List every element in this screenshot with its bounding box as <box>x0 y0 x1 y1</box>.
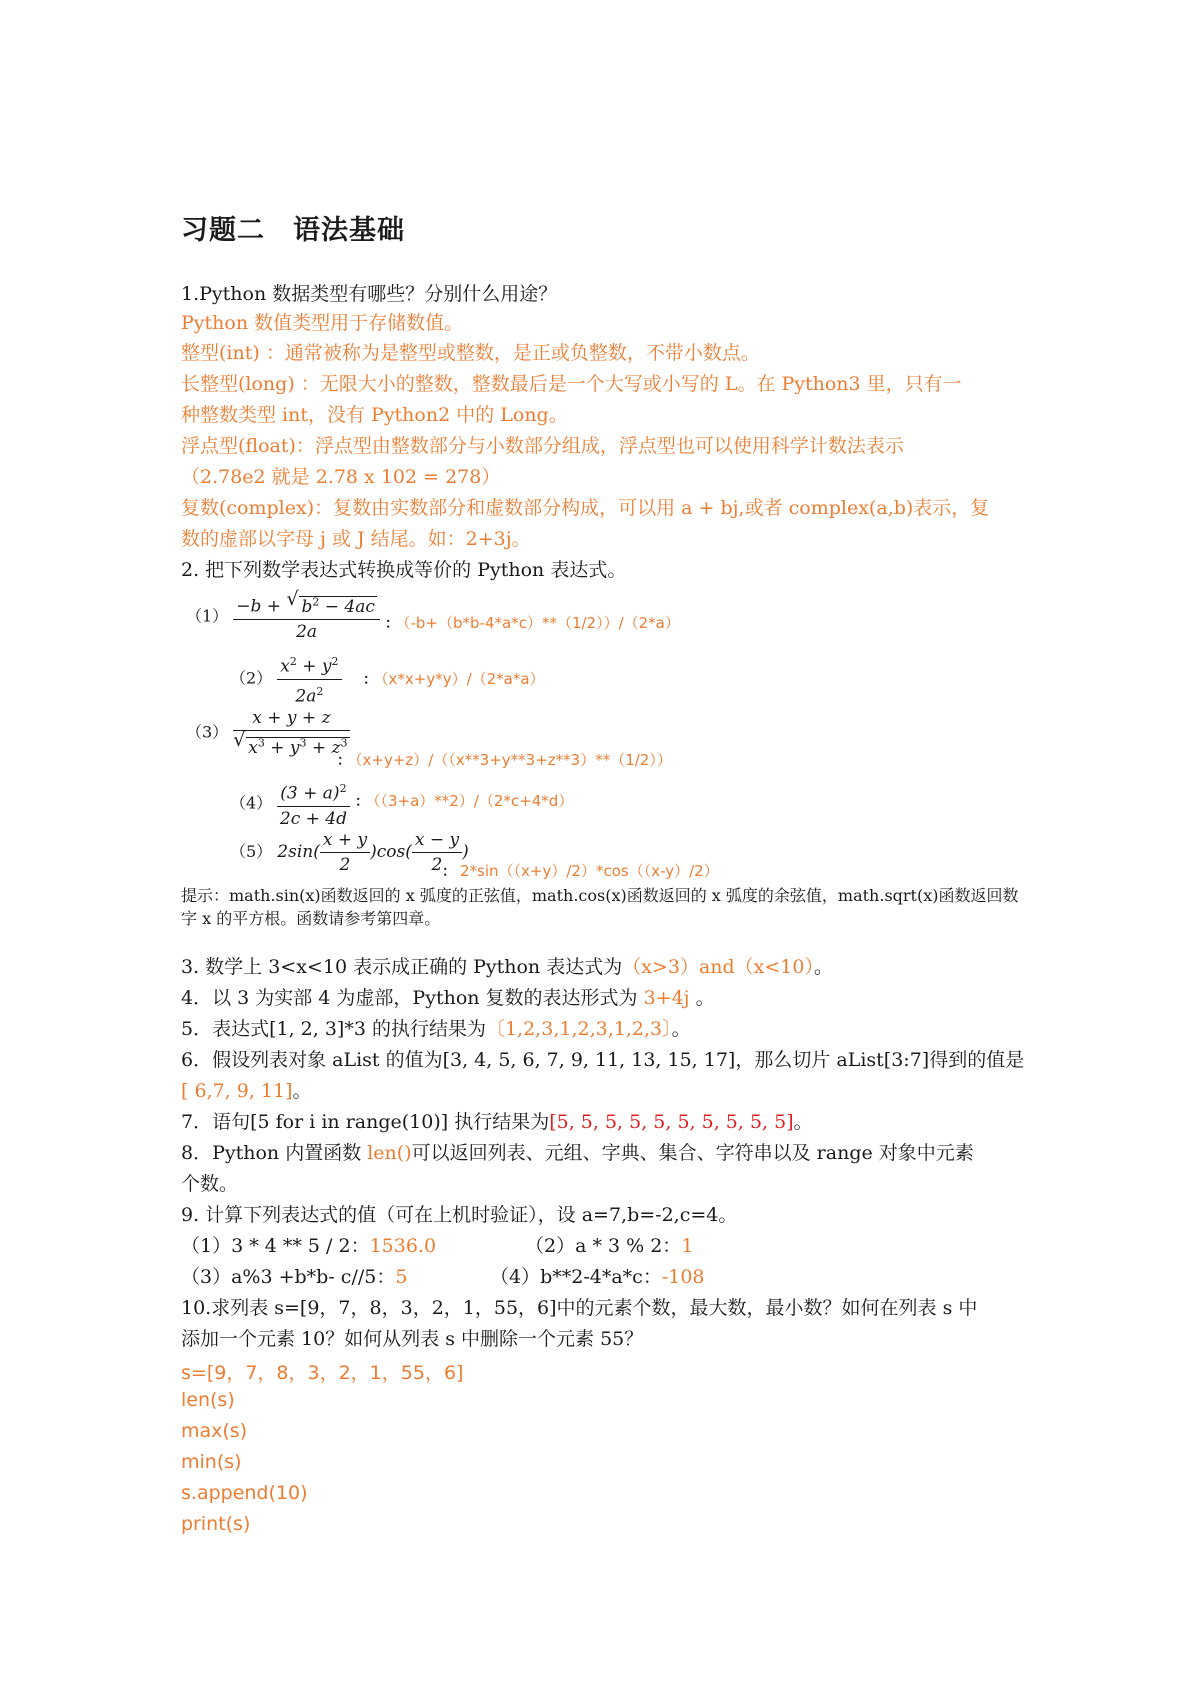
q1-answer-line-5: 浮点型(float)：浮点型由整数部分与小数部分组成，浮点型也可以使用科学计数法表示 <box>181 435 904 457</box>
q10-question-line-2: 添加一个元素 10？如何从列表 s 中删除一个元素 55？ <box>181 1328 644 1350</box>
q4-line: 4．以 3 为实部 4 为虚部，Python 复数的表达形式为 3+4j 。 <box>181 987 715 1009</box>
q4-answer: 3+4j <box>643 987 690 1009</box>
q1-answer-line-3: 长整型(long) ：无限大小的整数，整数最后是一个大写或小写的 L。在 Python3 里，只有一 <box>181 373 962 395</box>
q3-line: 3. 数学上 3<x<10 表示成正确的 Python 表达式为（x>3）and（x<10）。 <box>181 956 833 978</box>
expr-2-answer: （x*x+y*y）/（2*a*a） <box>381 670 545 688</box>
expr-1-answer-row: ： （-b+（b*b-4*a*c）**（1/2））/（2*a） <box>385 614 680 632</box>
q9-part-4: （4）b**2-4*a*c：-108 <box>490 1266 705 1288</box>
expr-4-answer: （（3+a）**2）/（2*c+4*d） <box>373 792 574 810</box>
q9-part-2-answer: 1 <box>681 1235 694 1257</box>
expr-1-answer: （-b+（b*b-4*a*c）**（1/2））/（2*a） <box>403 614 680 632</box>
q1-answer-line-1: Python 数值类型用于存储数值。 <box>181 312 464 334</box>
q8-answer: len() <box>367 1142 412 1164</box>
q8-line: 8．Python 内置函数 len()可以返回列表、元组、字典、集合、字符串以及 range 对象中元素 <box>181 1142 974 1164</box>
q9-part-3-answer: 5 <box>395 1266 408 1288</box>
q2-question: 2. 把下列数学表达式转换成等价的 Python 表达式。 <box>181 559 627 581</box>
q9-part-1: （1）3 * 4 ** 5 / 2：1536.0 <box>181 1235 437 1257</box>
q10-code-line-4: min(s) <box>181 1451 242 1473</box>
expr-4-answer-row: ： （（3+a）**2）/（2*c+4*d） <box>355 792 574 810</box>
q1-answer-line-2: 整型(int) ：通常被称为是整型或整数，是正或负整数，不带小数点。 <box>181 342 760 364</box>
q8-line-2: 个数。 <box>181 1173 239 1195</box>
expr-3 <box>186 706 350 760</box>
expr-1 <box>186 590 380 644</box>
page-title: 习题二 语法基础 <box>181 215 405 246</box>
q10-code-line-2: len(s) <box>181 1389 235 1411</box>
expr-2-formula: $\frac{x^2 + y^2}{2a^2}$ <box>277 650 341 708</box>
q10-question-line-1: 10.求列表 s=[9，7，8，3，2，1，55，6]中的元素个数，最大数，最小数？如何在列表 s 中 <box>181 1297 978 1319</box>
expr-5 <box>230 828 469 877</box>
expr-2-label: （2） <box>230 668 273 688</box>
expr-5-answer-row: ： 2*sin（（x+y）/2）*cos（（x-y）/2） <box>442 862 719 880</box>
q9-part-2: （2）a * 3 % 2：1 <box>525 1235 694 1257</box>
q10-code-line-6: print(s) <box>181 1513 251 1535</box>
q6-line: 6．假设列表对象 aList 的值为[3, 4, 5, 6, 7, 9, 11, 13, 15, 17]，那么切片 aList[3:7]得到的值是 <box>181 1049 1025 1071</box>
q9-part-1-answer: 1536.0 <box>369 1235 437 1257</box>
q9-question: 9. 计算下列表达式的值（可在上机时验证），设 a=7,b=-2,c=4。 <box>181 1204 738 1226</box>
q1-question: 1.Python 数据类型有哪些？分别什么用途？ <box>181 283 558 305</box>
q7-answer: [5, 5, 5, 5, 5, 5, 5, 5, 5, 5] <box>549 1111 794 1133</box>
expr-4-formula: $\frac{(3 + a)^2}{2c + 4d}$ <box>277 777 349 831</box>
expr-3-formula: x + y + z √ $x^3 + y^3 + z^3$ <box>233 708 348 758</box>
expr-5-answer: 2*sin（（x+y）/2）*cos（（x-y）/2） <box>460 862 719 880</box>
expr-5-formula: 2sin( $\frac{x + y}{2}$ )cos( $\frac{x - y}{2}$ ) <box>277 830 469 875</box>
q9-part-4-answer: -108 <box>661 1266 705 1288</box>
q2-hint: 提示：math.sin(x)函数返回的 x 弧度的正弦值，math.cos(x)函数返回的 x 弧度的余弦值，math.sqrt(x)函数返回数字 x 的平方根。函数请参考第四章。 <box>181 886 1019 928</box>
q7-line: 7．语句[5 for i in range(10)] 执行结果为[5, 5, 5, 5, 5, 5, 5, 5, 5, 5]。 <box>181 1111 813 1133</box>
expr-4-label: （4） <box>230 793 273 813</box>
q1-answer-line-8: 数的虚部以字母 j 或 J 结尾。如：2+3j。 <box>181 528 531 550</box>
expr-3-answer: （x+y+z）/（（x**3+y**3+z**3）**（1/2）） <box>355 751 672 769</box>
expr-5-label: （5） <box>230 842 273 861</box>
q5-line: 5．表达式[1, 2, 3]*3 的执行结果为〔1,2,3,1,2,3,1,2,3〕。 <box>181 1018 691 1040</box>
expr-4 <box>230 777 350 831</box>
expr-3-label: （3） <box>186 722 229 742</box>
expr-2-answer-row: ： （x*x+y*y）/（2*a*a） <box>363 670 545 688</box>
q3-answer: （x>3）and（x<10） <box>622 956 814 978</box>
q5-answer: 〔1,2,3,1,2,3,1,2,3〕 <box>485 1018 672 1040</box>
q10-code-line-1: s=[9，7，8，3，2，1，55，6] <box>181 1362 464 1384</box>
q1-answer-line-7: 复数(complex)：复数由实数部分和虚数部分构成，可以用 a + bj,或者 complex(a,b)表示，复 <box>181 497 990 519</box>
expr-2 <box>230 650 342 708</box>
q9-part-3: （3）a%3 +b*b- c//5：5 <box>181 1266 408 1288</box>
expr-3-answer-row: ： （x+y+z）/（（x**3+y**3+z**3）**（1/2）） <box>337 751 672 769</box>
q6-answer: [ 6,7, 9, 11] <box>181 1080 293 1102</box>
expr-1-label: （1） <box>186 606 229 626</box>
q10-code-line-3: max(s) <box>181 1420 248 1442</box>
q10-code-line-5: s.append(10) <box>181 1482 308 1504</box>
expr-1-formula: −b + √ $b^2 - 4ac$ 2a <box>233 590 380 644</box>
q1-answer-line-4: 种整数类型 int，没有 Python2 中的 Long。 <box>181 404 568 426</box>
q6-answer-line: [ 6,7, 9, 11]。 <box>181 1080 312 1102</box>
q1-answer-line-6: （2.78e2 就是 2.78 x 102 = 278） <box>181 466 501 488</box>
